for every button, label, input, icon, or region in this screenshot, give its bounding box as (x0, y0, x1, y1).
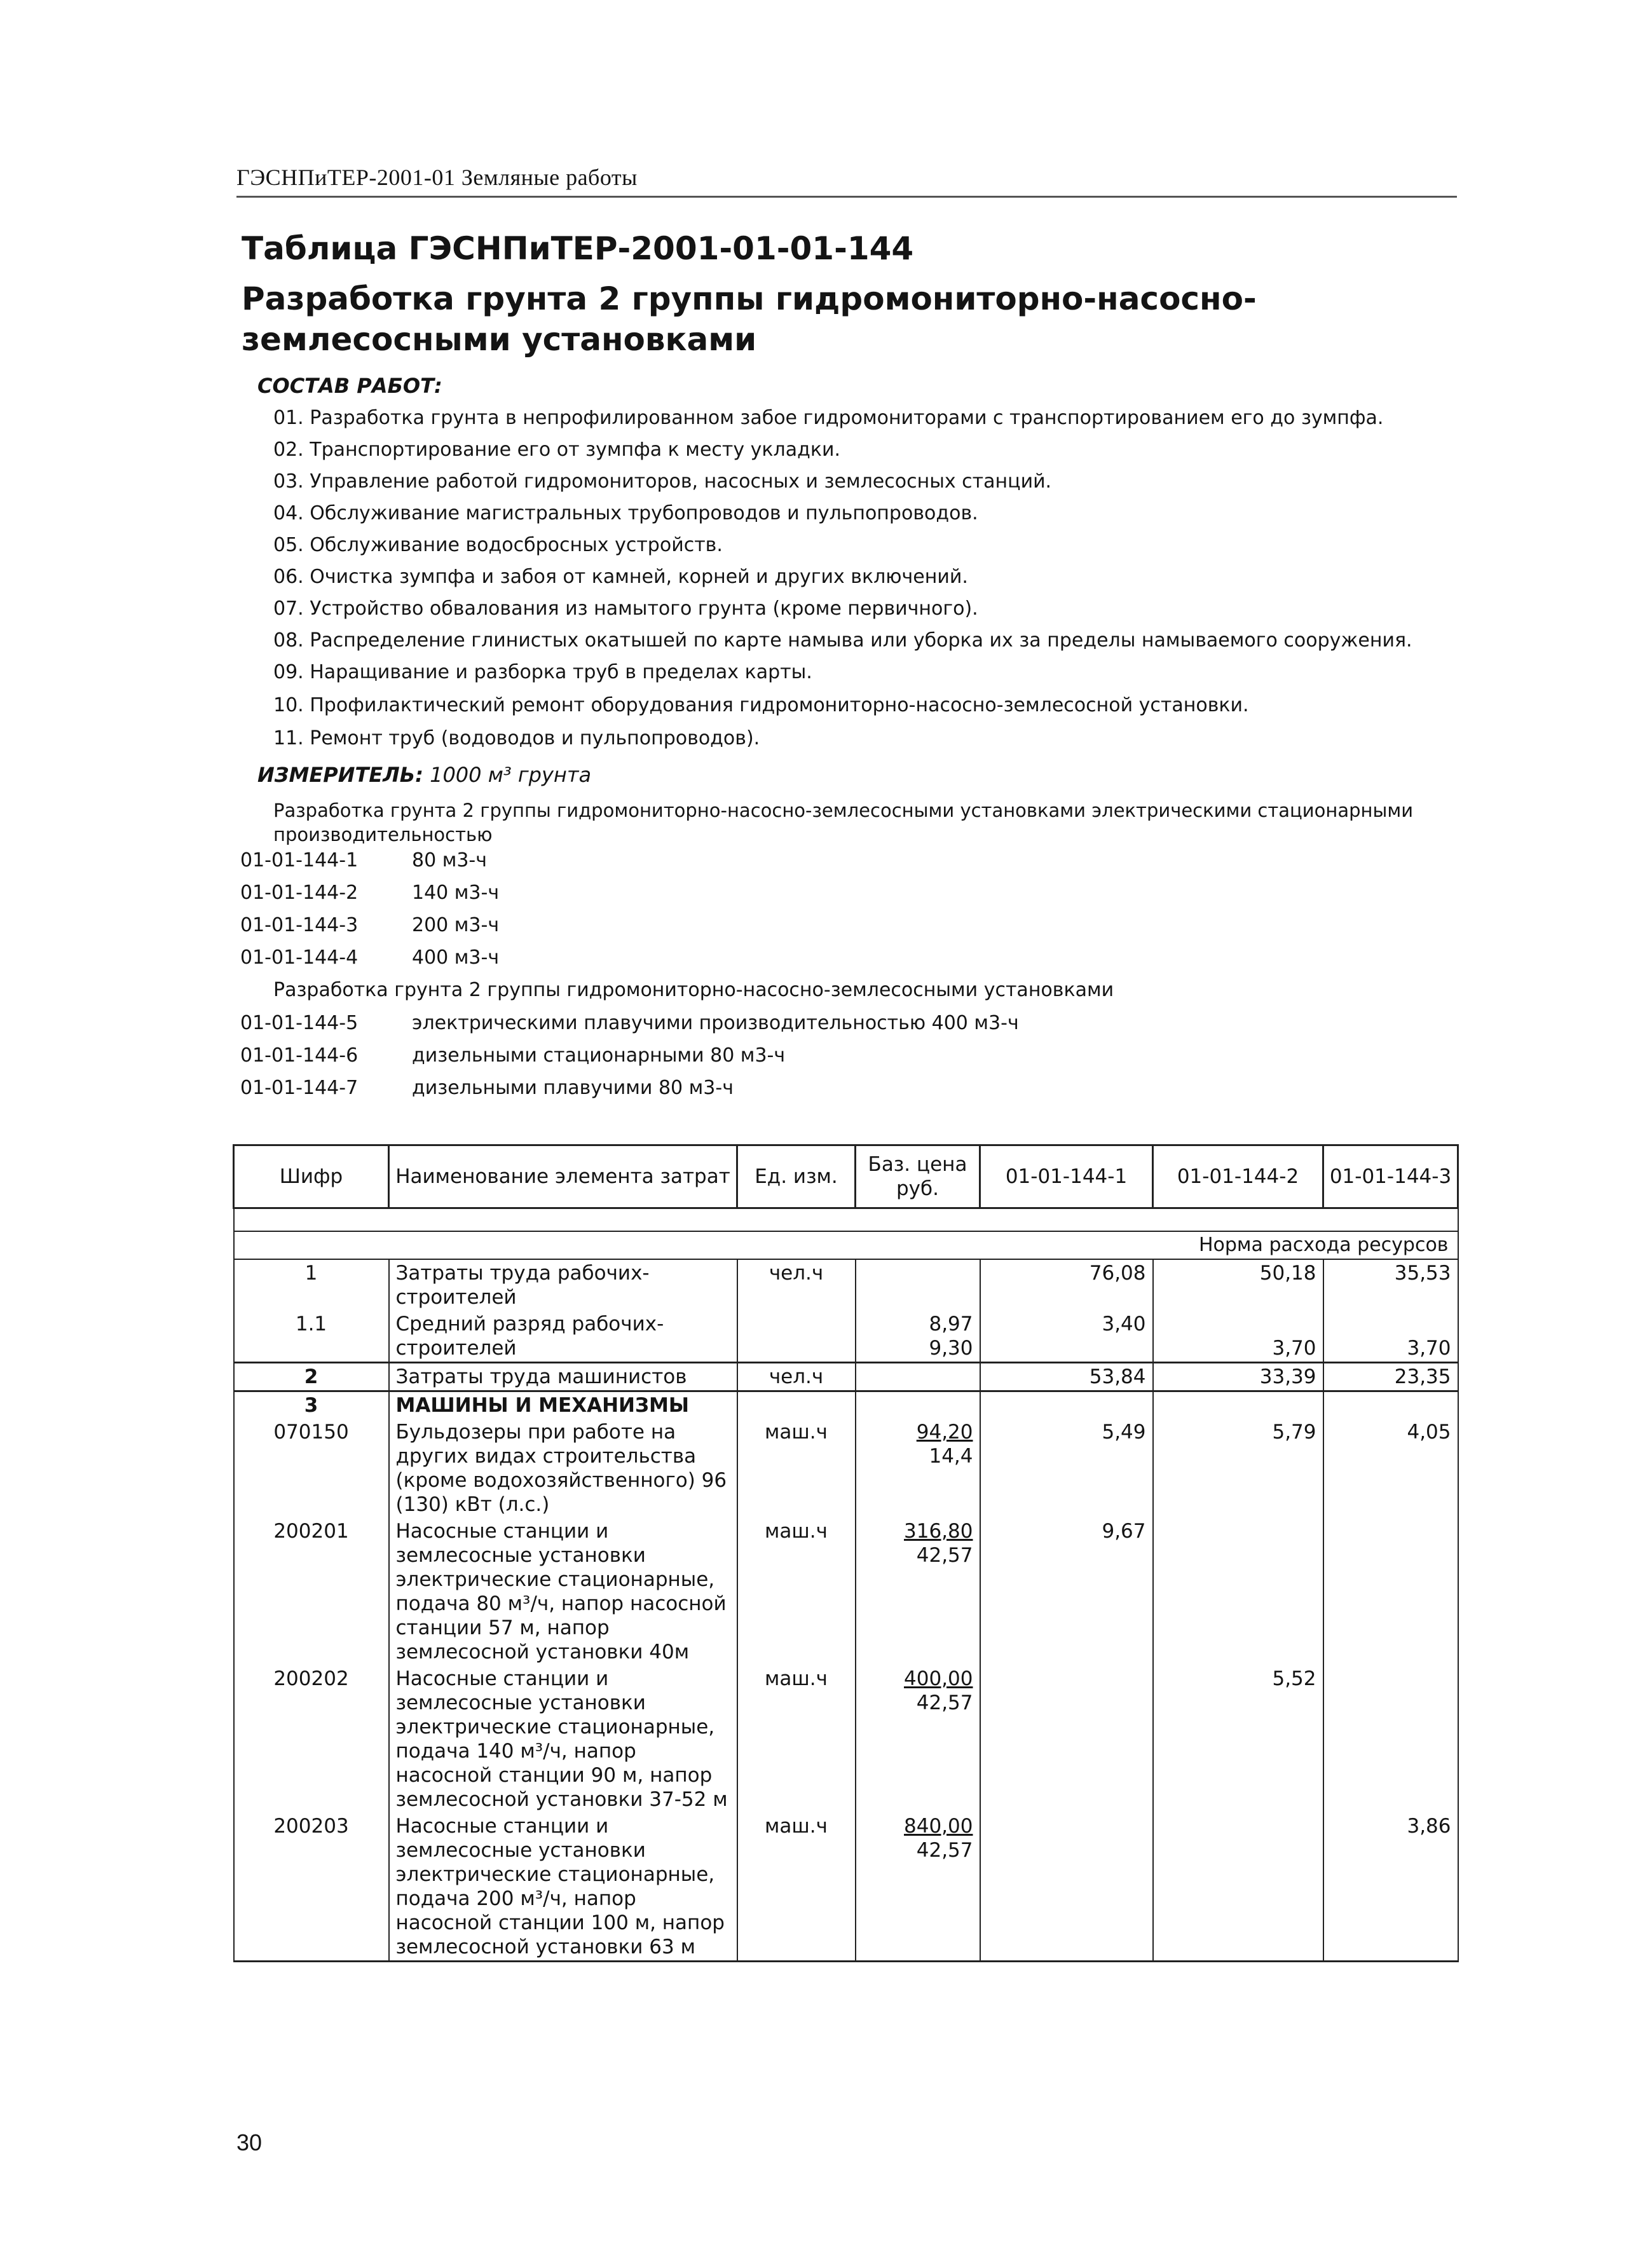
cell-name: Насосные станции и землесосные установки электрические стационарные, подача 80 м³/ч, напор насосной станции 57 м, напор землесосной установки 40м (389, 1518, 737, 1665)
cell-name: Средний разряд рабочих-строителей (389, 1311, 737, 1363)
cell-price (856, 1518, 980, 1665)
work-item: 05. Обслуживание водосбросных устройств. (273, 534, 723, 556)
page-number: 30 (236, 2129, 263, 2155)
cell-name: Затраты труда машинистов (389, 1363, 737, 1391)
cell-v2 (1153, 1391, 1323, 1419)
cell-code: 200203 (234, 1813, 389, 1962)
work-item: 02. Транспортирование его от зумпфа к месту укладки. (273, 439, 840, 461)
table-row (234, 1391, 1458, 1419)
variant-desc: 200 м3-ч (412, 914, 500, 936)
norm-caption-row (234, 1231, 1458, 1259)
price-2: 42,57 (916, 1544, 973, 1567)
table-header-row (234, 1145, 1458, 1208)
variant-code: 01-01-144-1 (240, 849, 359, 871)
price-1: 8,97 (929, 1313, 973, 1336)
cell-v1 (980, 1813, 1153, 1962)
cell-price (856, 1311, 980, 1363)
cell-v1: 9,67 (980, 1518, 1153, 1665)
table-spacer-row (234, 1208, 1458, 1232)
table-row (234, 1419, 1458, 1518)
cell-code: 070150 (234, 1419, 389, 1518)
cell-v1 (980, 1391, 1153, 1419)
cell-v3 (1323, 1391, 1458, 1419)
variant-intro: Разработка грунта 2 группы гидромониторно-насосно-землесосными установками электрическими стационарными производительностью (273, 800, 1414, 845)
cell-v3: 23,35 (1323, 1363, 1458, 1391)
work-item: 08. Распределение глинистых окатышей по карте намыва или уборка их за пределы намываемого сооружения. (273, 629, 1412, 652)
work-item: 03. Управление работой гидромониторов, насосных и землесосных станций. (273, 470, 1052, 493)
cell-unit: чел.ч (737, 1363, 856, 1391)
cell-v2: 3,70 (1153, 1311, 1323, 1363)
price-1: 316,80 (904, 1520, 973, 1543)
cell-code: 1 (234, 1259, 389, 1311)
cell-name: Насосные станции и землесосные установки электрические стационарные, подача 140 м³/ч, напор насосной станции 90 м, напор землесосной установки 37-52 м (389, 1665, 737, 1813)
work-item: 01. Разработка грунта в непрофилированном забое гидромониторами с транспортированием его до зумпфа. (273, 407, 1384, 429)
header-unit: Ед. изм. (737, 1145, 856, 1208)
variant-desc: 400 м3-ч (412, 946, 500, 969)
price-2: 9,30 (929, 1337, 973, 1360)
cell-v2: 5,79 (1153, 1419, 1323, 1518)
cell-code: 3 (234, 1391, 389, 1419)
cell-v1: 3,40 (980, 1311, 1153, 1363)
cell-name: Насосные станции и землесосные установки электрические стационарные, подача 200 м³/ч, напор насосной станции 100 м, напор землесосной установки 63 м (389, 1813, 737, 1962)
cell-name: Бульдозеры при работе на других видах строительства (кроме водохозяйственного) 96 (130) кВт (л.с.) (389, 1419, 737, 1518)
cell-price (856, 1665, 980, 1813)
variant-intro: Разработка грунта 2 группы гидромониторно-насосно-землесосными установками (273, 979, 1114, 1001)
header-variant-1: 01-01-144-1 (980, 1145, 1153, 1208)
spacer-cell (234, 1208, 1458, 1232)
header-code: Шифр (234, 1145, 389, 1208)
work-item: 07. Устройство обвалования из намытого грунта (кроме первичного). (273, 598, 978, 620)
cell-price (856, 1419, 980, 1518)
price-2: 14,4 (929, 1445, 973, 1468)
price-1: 400,00 (904, 1667, 973, 1690)
table-title: Таблица ГЭСНПиТЕР-2001-01-01-144 (242, 230, 914, 267)
variant-desc: дизельными стационарными 80 м3-ч (412, 1044, 786, 1067)
cell-name: Затраты труда рабочих-строителей (389, 1259, 737, 1311)
cell-v3: 3,70 (1323, 1311, 1458, 1363)
price-1: 94,20 (916, 1421, 973, 1444)
variant-desc: 80 м3-ч (412, 849, 487, 871)
cell-v2: 50,18 (1153, 1259, 1323, 1311)
work-item: 06. Очистка зумпфа и забоя от камней, корней и других включений. (273, 566, 968, 588)
cell-v2 (1153, 1813, 1323, 1962)
work-item: 09. Наращивание и разборка труб в пределах карты. (273, 661, 812, 683)
variant-code: 01-01-144-6 (240, 1044, 359, 1067)
price-2: 42,57 (916, 1691, 973, 1714)
cell-v1 (980, 1665, 1153, 1813)
cell-v2 (1153, 1518, 1323, 1665)
cell-price (856, 1363, 980, 1391)
header-variant-2: 01-01-144-2 (1153, 1145, 1323, 1208)
variant-code: 01-01-144-2 (240, 882, 359, 904)
cell-v3 (1323, 1665, 1458, 1813)
cell-name: МАШИНЫ И МЕХАНИЗМЫ (389, 1391, 737, 1419)
cell-code: 200201 (234, 1518, 389, 1665)
table-row (234, 1311, 1458, 1363)
variant-desc: 140 м3-ч (412, 882, 500, 904)
measurer (257, 763, 591, 787)
cell-unit: маш.ч (737, 1518, 856, 1665)
measurer-label: ИЗМЕРИТЕЛЬ: (257, 763, 423, 787)
cell-v1: 53,84 (980, 1363, 1153, 1391)
variant-code: 01-01-144-7 (240, 1077, 359, 1099)
table-row (234, 1363, 1458, 1391)
cell-unit: маш.ч (737, 1813, 856, 1962)
work-item: 04. Обслуживание магистральных трубопроводов и пульпопроводов. (273, 502, 978, 524)
cell-v3: 3,86 (1323, 1813, 1458, 1962)
cell-v1: 76,08 (980, 1259, 1153, 1311)
variant-desc: дизельными плавучими 80 м3-ч (412, 1077, 734, 1099)
cell-code: 1.1 (234, 1311, 389, 1363)
doc-title: Разработка грунта 2 группы гидромониторно-насосно-землесосными установками (242, 280, 1257, 358)
work-item: 10. Профилактический ремонт оборудования гидромониторно-насосно-землесосной установки. (273, 694, 1249, 716)
cell-v3 (1323, 1518, 1458, 1665)
cell-price (856, 1259, 980, 1311)
running-header: ГЭСНПиТЕР-2001-01 Земляные работы (236, 165, 638, 190)
work-item: 11. Ремонт труб (водоводов и пульпопроводов). (273, 727, 760, 749)
variant-code: 01-01-144-5 (240, 1012, 359, 1034)
cell-v3: 4,05 (1323, 1419, 1458, 1518)
cell-v2: 5,52 (1153, 1665, 1323, 1813)
header-variant-3: 01-01-144-3 (1323, 1145, 1458, 1208)
work-composition-title: СОСТАВ РАБОТ: (257, 374, 442, 398)
cell-price (856, 1813, 980, 1962)
table-row (234, 1518, 1458, 1665)
header-price: Баз. цена руб. (856, 1145, 980, 1208)
header-rule (236, 196, 1457, 198)
variant-code: 01-01-144-3 (240, 914, 359, 936)
cell-unit: маш.ч (737, 1665, 856, 1813)
cell-v2: 33,39 (1153, 1363, 1323, 1391)
cell-unit: чел.ч (737, 1259, 856, 1311)
cell-v3: 35,53 (1323, 1259, 1458, 1311)
cell-unit: маш.ч (737, 1419, 856, 1518)
variant-desc: электрическими плавучими производительностью 400 м3-ч (412, 1012, 1019, 1034)
cell-price (856, 1391, 980, 1419)
cell-v1: 5,49 (980, 1419, 1153, 1518)
cell-code: 200202 (234, 1665, 389, 1813)
measurer-value: 1000 м³ грунта (430, 763, 592, 787)
table-row (234, 1665, 1458, 1813)
table-row (234, 1259, 1458, 1311)
resource-table (233, 1144, 1459, 1962)
variant-code: 01-01-144-4 (240, 946, 359, 969)
header-name: Наименование элемента затрат (389, 1145, 737, 1208)
table-row (234, 1813, 1458, 1962)
norm-caption: Норма расхода ресурсов (234, 1231, 1458, 1259)
cell-unit (737, 1391, 856, 1419)
cell-unit (737, 1311, 856, 1363)
price-2: 42,57 (916, 1839, 973, 1862)
price-1: 840,00 (904, 1815, 973, 1838)
cell-code: 2 (234, 1363, 389, 1391)
